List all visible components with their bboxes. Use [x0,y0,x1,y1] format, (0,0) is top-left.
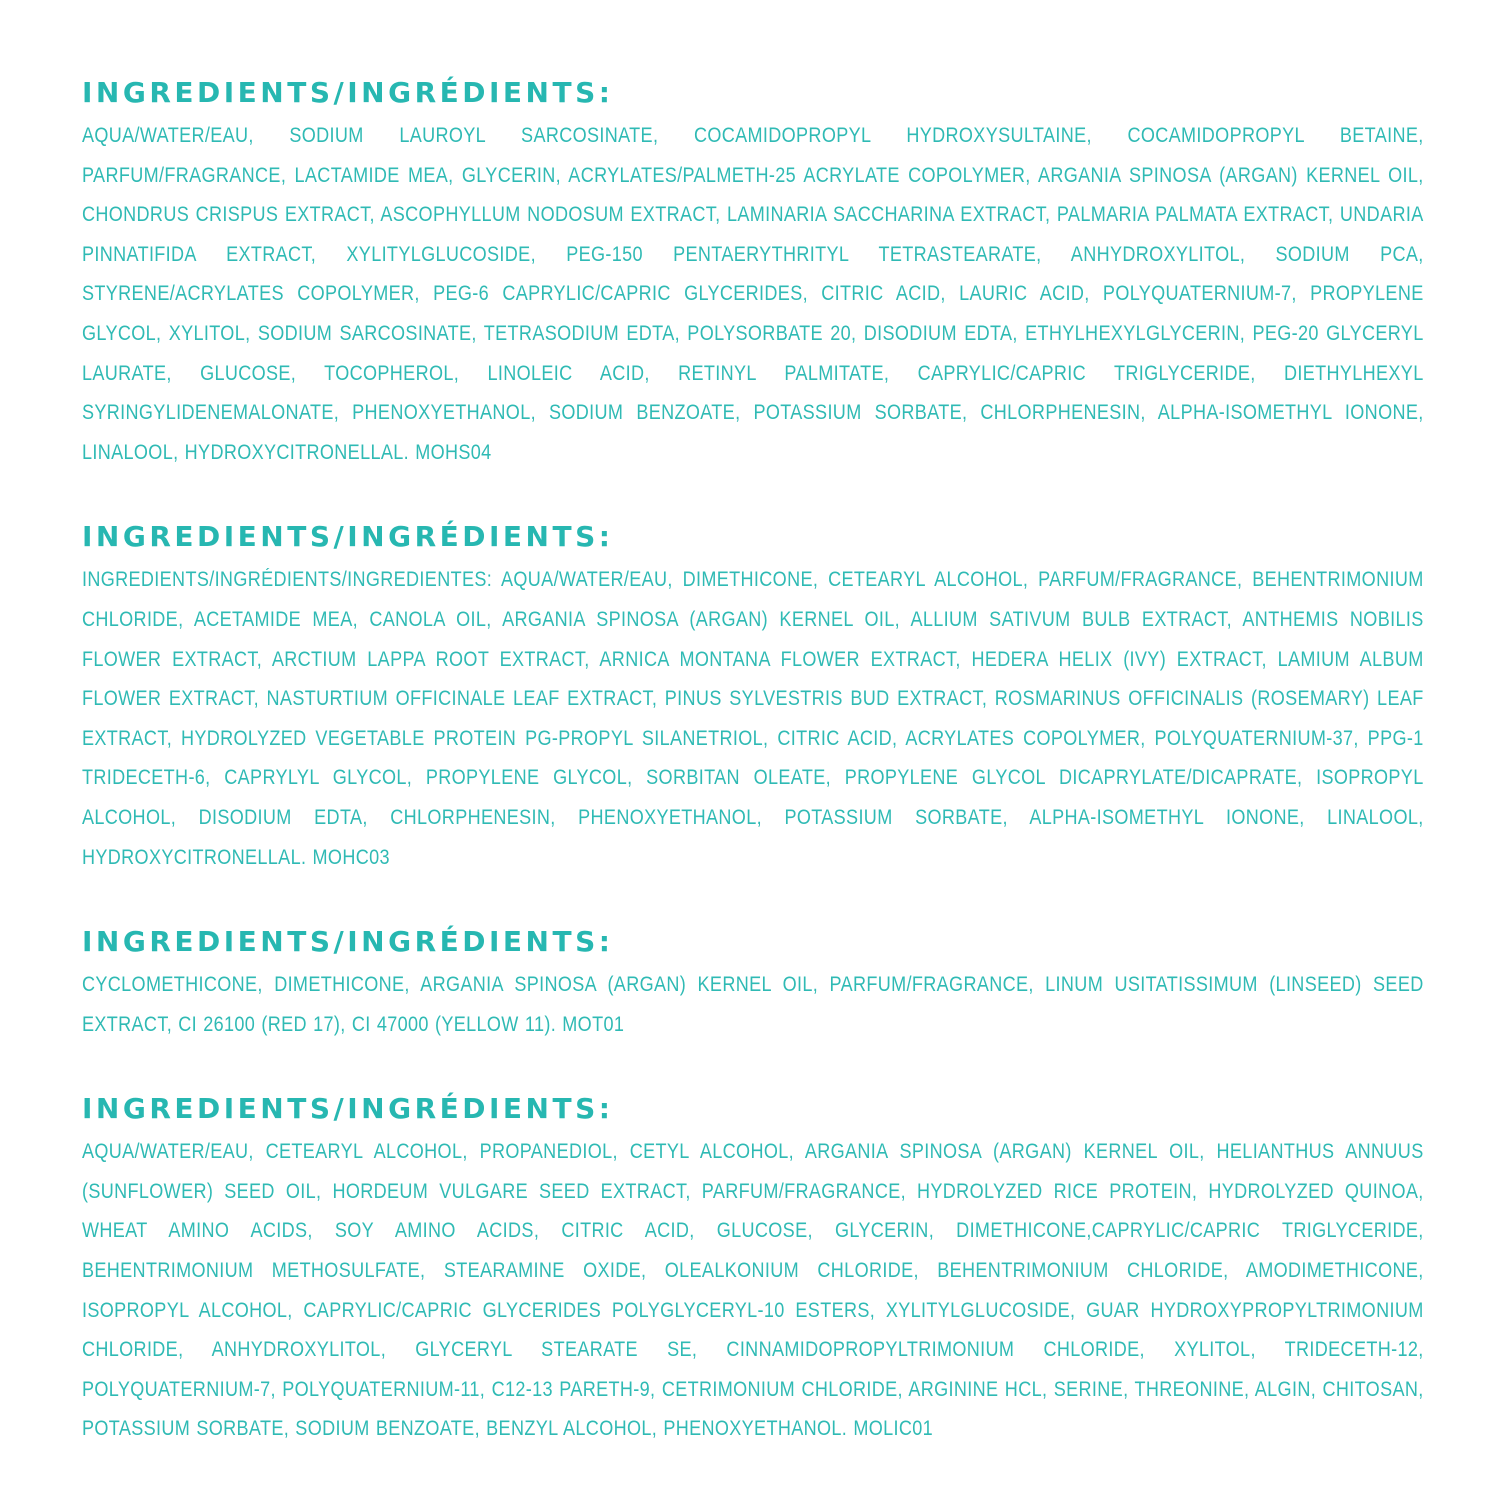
ingredients-section-2 [82,518,1424,877]
ingredients-section-3 [82,923,1424,1044]
section-heading: INGREDIENTS/INGRÉDIENTS: [82,925,614,959]
section-heading: INGREDIENTS/INGRÉDIENTS: [82,520,614,554]
ingredients-list: INGREDIENTS/INGRÉDIENTS/INGREDIENTES: AQUA/WATER/EAU, DIMETHICONE, CETEARYL ALCOHOL, PARFUM/FRAGRANCE, BEHENTRIMONIUM CHLORIDE, ACETAMIDE MEA, CANOLA OIL, ARGANIA SPINOSA (ARGAN) KERNEL OIL, ALLIUM SATIVUM BULB EXTRACT, ANTHEMIS NOBILIS FLOWER EXTRACT, ARCTIUM LAPPA ROOT EXTRACT, ARNICA MONTANA FLOWER EXTRACT, HEDERA HELIX (IVY) EXTRACT, LAMIUM ALBUM FLOWER EXTRACT, NASTURTIUM OFFICINALE LEAF EXTRACT, PINUS SYLVESTRIS BUD EXTRACT, ROSMARINUS OFFICINALIS (ROSEMARY) LEAF EXTRACT, HYDROLYZED VEGETABLE PROTEIN PG-PROPYL SILANETRIOL, CITRIC ACID, ACRYLATES COPOLYMER, POLYQUATERNIUM-37, PPG-1 TRIDECETH-6, CAPRYLYL GLYCOL, PROPYLENE GLYCOL, SORBITAN OLEATE, PROPYLENE GLYCOL DICAPRYLATE/DICAPRATE, ISOPROPYL ALCOHOL, DISODIUM EDTA, CHLORPHENESIN, PHENOXYETHANOL, POTASSIUM SORBATE, ALPHA-ISOMETHYL IONONE, LINALOOL, HYDROXYCITRONELLAL. MOHC03 [82,568,1424,869]
ingredients-section-4 [82,1090,1424,1449]
ingredients-list: AQUA/WATER/EAU, CETEARYL ALCOHOL, PROPANEDIOL, CETYL ALCOHOL, ARGANIA SPINOSA (ARGAN) KERNEL OIL, HELIANTHUS ANNUUS (SUNFLOWER) SEED OIL, HORDEUM VULGARE SEED EXTRACT, PARFUM/FRAGRANCE, HYDROLYZED RICE PROTEIN, HYDROLYZED QUINOA, WHEAT AMINO ACIDS, SOY AMINO ACIDS, CITRIC ACID, GLUCOSE, GLYCERIN, DIMETHICONE,CAPRYLIC/CAPRIC TRIGLYCERIDE, BEHENTRIMONIUM METHOSULFATE, STEARAMINE OXIDE, OLEALKONIUM CHLORIDE, BEHENTRIMONIUM CHLORIDE, AMODIMETHICONE, ISOPROPYL ALCOHOL, CAPRYLIC/CAPRIC GLYCERIDES POLYGLYCERYL-10 ESTERS, XYLITYLGLUCOSIDE, GUAR HYDROXYPROPYLTRIMONIUM CHLORIDE, ANHYDROXYLITOL, GLYCERYL STEARATE SE, CINNAMIDOPROPYLTRIMONIUM CHLORIDE, XYLITOL, TRIDECETH-12, POLYQUATERNIUM-7, POLYQUATERNIUM-11, C12-13 PARETH-9, CETRIMONIUM CHLORIDE, ARGININE HCL, SERINE, THREONINE, ALGIN, CHITOSAN, POTASSIUM SORBATE, SODIUM BENZOATE, BENZYL ALCOHOL, PHENOXYETHANOL. MOLIC01 [82,1140,1424,1441]
section-heading: INGREDIENTS/INGRÉDIENTS: [82,76,614,109]
section-heading: INGREDIENTS/INGRÉDIENTS: [82,1092,614,1126]
ingredients-list: AQUA/WATER/EAU, SODIUM LAUROYL SARCOSINATE, COCAMIDOPROPYL HYDROXYSULTAINE, COCAMIDOPROPYL BETAINE, PARFUM/FRAGRANCE, LACTAMIDE MEA, GLYCERIN, ACRYLATES/PALMETH-25 ACRYLATE COPOLYMER, ARGANIA SPINOSA (ARGAN) KERNEL OIL, CHONDRUS CRISPUS EXTRACT, ASCOPHYLLUM NODOSUM EXTRACT, LAMINARIA SACCHARINA EXTRACT, PALMARIA PALMATA EXTRACT, UNDARIA PINNATIFIDA EXTRACT, XYLITYLGLUCOSIDE, PEG-150 PENTAERYTHRITYL TETRASTEARATE, ANHYDROXYLITOL, SODIUM PCA, STYRENE/ACRYLATES COPOLYMER, PEG-6 CAPRYLIC/CAPRIC GLYCERIDES, CITRIC ACID, LAURIC ACID, POLYQUATERNIUM-7, PROPYLENE GLYCOL, XYLITOL, SODIUM SARCOSINATE, TETRASODIUM EDTA, POLYSORBATE 20, DISODIUM EDTA, ETHYLHEXYLGLYCERIN, PEG-20 GLYCERYL LAURATE, GLUCOSE, TOCOPHEROL, LINOLEIC ACID, RETINYL PALMITATE, CAPRYLIC/CAPRIC TRIGLYCERIDE, DIETHYLHEXYL SYRINGYLIDENEMALONATE, PHENOXYETHANOL, SODIUM BENZOATE, POTASSIUM SORBATE, CHLORPHENESIN, ALPHA-ISOMETHYL IONONE, LINALOOL, HYDROXYCITRONELLAL. MOHS04 [82,124,1424,464]
ingredients-list: CYCLOMETHICONE, DIMETHICONE, ARGANIA SPINOSA (ARGAN) KERNEL OIL, PARFUM/FRAGRANCE, LINUM USITATISSIMUM (LINSEED) SEED EXTRACT, CI 26100 (RED 17), CI 47000 (YELLOW 11). MOT01 [82,973,1424,1036]
ingredients-document [82,74,1424,1449]
ingredients-section-1 [82,74,1424,472]
